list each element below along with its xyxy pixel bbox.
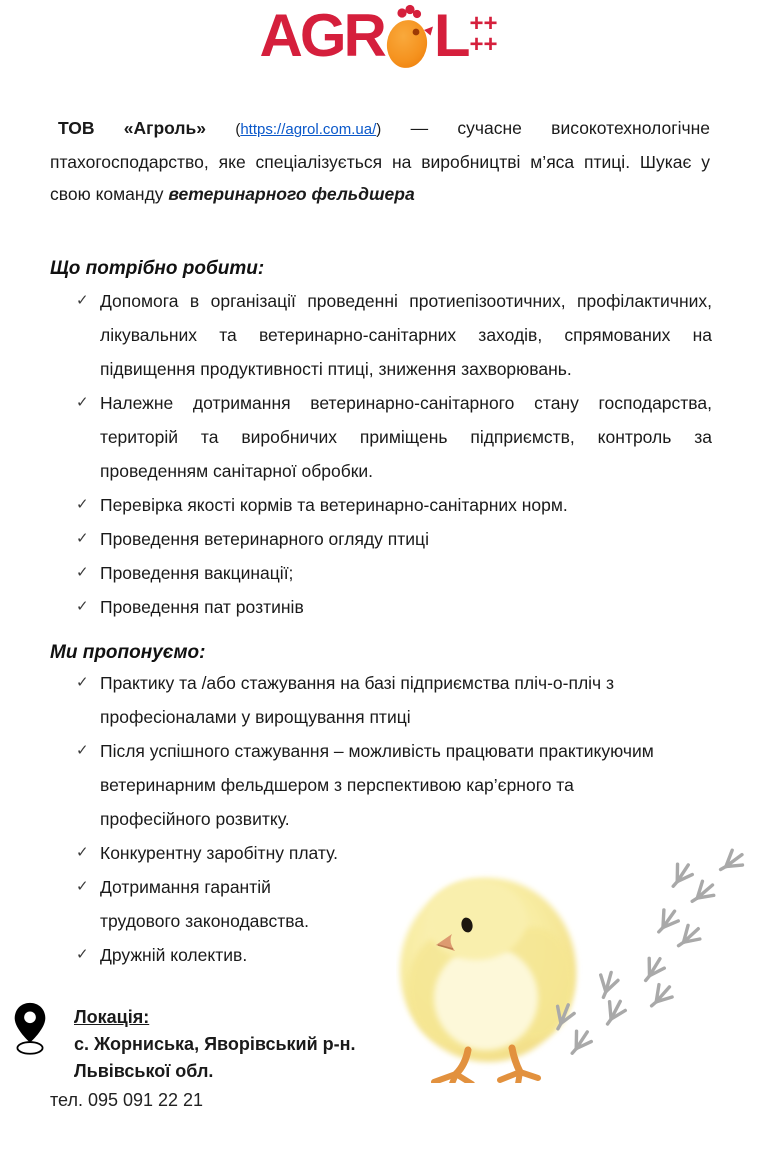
- text-line: птахогосподарство, яке спеціалізується на виробництві м’яса птиці. Шукає у: [50, 152, 710, 172]
- text-line: ветеринарним фельдшером з перспективою кар’єрного та: [100, 775, 574, 795]
- chick-footprints-icon: [486, 848, 756, 1060]
- text-line: територій та виробничих приміщень підприємств, контроль за: [100, 427, 712, 447]
- list-item: [50, 488, 712, 522]
- list-item: [50, 734, 712, 836]
- company-name: ТОВ «Агроль»: [58, 118, 207, 138]
- text-line: трудового законодавства.: [100, 911, 309, 931]
- checkmark-icon: ✓: [76, 292, 89, 309]
- agrol-logo: [0, 4, 757, 70]
- text-line: Проведення вакцинації;: [100, 563, 294, 583]
- location-line: Львівської обл.: [74, 1061, 214, 1081]
- paren-open: (: [235, 121, 241, 138]
- todo-list: [50, 284, 712, 624]
- checkmark-icon: ✓: [76, 598, 89, 615]
- logo-text-agr: AGR: [259, 2, 384, 69]
- todo-heading: Що потрібно робити:: [50, 257, 265, 279]
- text-line: лікувальних та ветеринарно-санітарних заходів, спрямованих на: [100, 325, 712, 345]
- text-line: Перевірка якості кормів та ветеринарно-санітарних норм.: [100, 495, 568, 515]
- text-line: професіоналами у вирощування птиці: [100, 707, 411, 727]
- text-line: [50, 112, 710, 146]
- list-item: [50, 590, 712, 624]
- plus-row: ++: [469, 10, 498, 37]
- intro-text: свою команду: [50, 184, 164, 204]
- checkmark-icon: ✓: [76, 394, 89, 411]
- list-item: [50, 666, 712, 734]
- text-line: підвищення продуктивності птиці, зниження захворювань.: [100, 359, 572, 379]
- phone-number: тел. 095 091 22 21: [50, 1090, 204, 1110]
- agrol-link[interactable]: https://agrol.com.ua/: [240, 121, 377, 138]
- checkmark-icon: ✓: [76, 496, 89, 513]
- checkmark-icon: ✓: [76, 674, 89, 691]
- text-line: Практику та /або стажування на базі підприємства пліч-о-пліч з: [100, 673, 615, 693]
- location-line: с. Жорниська, Яворівський р-н.: [74, 1034, 356, 1054]
- checkmark-icon: ✓: [76, 530, 89, 547]
- list-item: [50, 386, 712, 488]
- dash: —: [410, 118, 429, 138]
- text-line: Дружній колектив.: [100, 945, 248, 965]
- location-block: [12, 1000, 356, 1085]
- text-line: [50, 178, 710, 210]
- logo-text-l: L: [433, 2, 468, 69]
- text-line: Дотримання гарантій: [100, 877, 271, 897]
- list-item: [50, 522, 712, 556]
- checkmark-icon: ✓: [76, 844, 89, 861]
- intro-text: сучасне високотехнологічне: [457, 118, 710, 138]
- text-line: Після успішного стажування – можливість працювати практикуючим: [100, 741, 654, 761]
- logo-plus-marks: [469, 10, 498, 58]
- text-line: Належне дотримання ветеринарно-санітарного стану господарства,: [100, 393, 712, 413]
- checkmark-icon: ✓: [76, 878, 89, 895]
- checkmark-icon: ✓: [76, 742, 89, 759]
- paren-close: ): [376, 121, 382, 138]
- text-line: Проведення пат розтинів: [100, 597, 304, 617]
- intro-paragraph: [50, 112, 710, 210]
- list-item: [50, 556, 712, 590]
- offer-heading: Ми пропонуємо:: [50, 641, 206, 663]
- map-pin-icon: [12, 1000, 48, 1058]
- plus-row: ++: [469, 31, 498, 58]
- text-line: професійного розвитку.: [100, 809, 290, 829]
- text-line: Проведення ветеринарного огляду птиці: [100, 529, 429, 549]
- checkmark-icon: ✓: [76, 946, 89, 963]
- text-line: Конкурентну заробітну плату.: [100, 843, 338, 863]
- text-line: проведенням санітарної обробки.: [100, 461, 374, 481]
- position-title: ветеринарного фельдшера: [168, 184, 415, 204]
- location-label: Локація:: [74, 1007, 150, 1027]
- text-line: Допомога в організації проведенні протиепізоотичних, профілактичних,: [100, 291, 712, 311]
- checkmark-icon: ✓: [76, 564, 89, 581]
- list-item: [50, 284, 712, 386]
- egg-chick-icon: [385, 4, 433, 70]
